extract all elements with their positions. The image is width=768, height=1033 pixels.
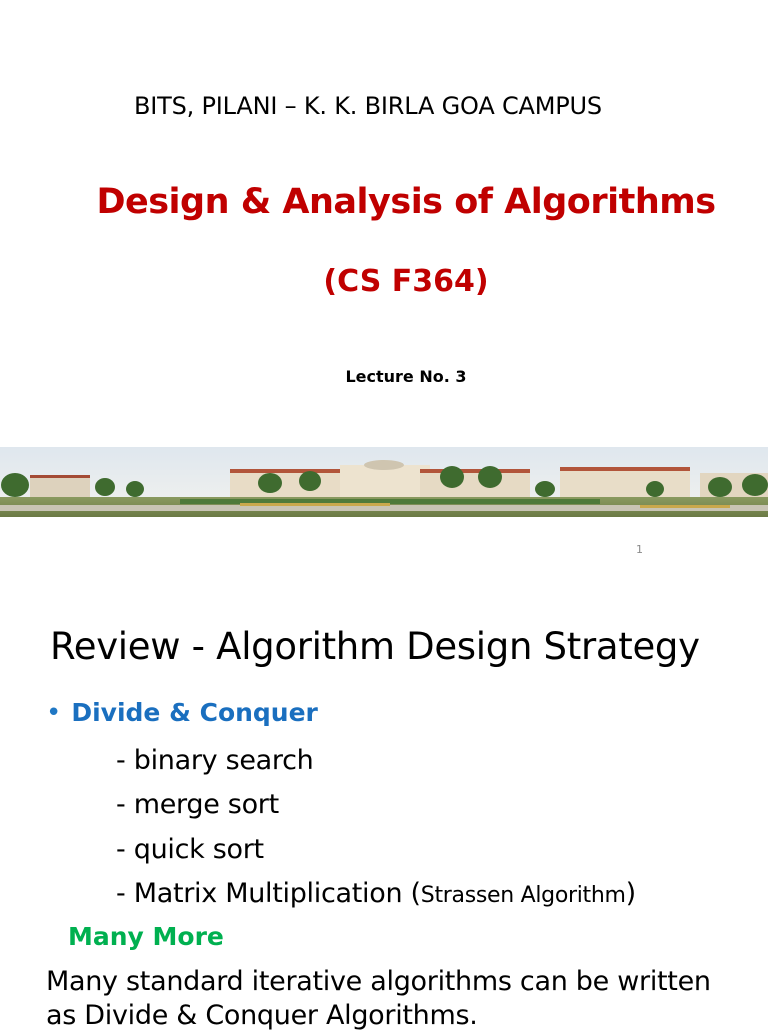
campus-name: BITS, PILANI – K. K. BIRLA GOA CAMPUS [134,92,602,120]
sub-item-merge-sort: - merge sort [116,789,279,820]
many-more-label: Many More [68,922,224,951]
sub-item-quick-sort: - quick sort [116,834,264,865]
course-code: (CS F364) [323,264,489,299]
sub-item-binary-search: - binary search [116,745,314,776]
sub-item-matrix-text: - Matrix Multiplication ( [116,878,421,909]
page-number: 1 [636,543,643,556]
sub-item-close-paren: ) [625,878,636,909]
campus-panorama-image [0,447,768,517]
sub-item-strassen: Strassen Algorithm [420,883,626,908]
bullet-divide-conquer [46,698,318,728]
slide-paragraph: Many standard iterative algorithms can be written as Divide & Conquer Algorithms. [46,966,711,1031]
lecture-number: Lecture No. 3 [345,367,467,386]
sub-item-matrix-multiplication [116,878,636,909]
bullet-label: Divide & Conquer [71,698,318,727]
content-slide [0,585,768,1031]
slide-title: Review - Algorithm Design Strategy [50,625,700,668]
course-title: Design & Analysis of Algorithms [96,182,716,222]
bullet-dot-icon: • [46,698,62,728]
